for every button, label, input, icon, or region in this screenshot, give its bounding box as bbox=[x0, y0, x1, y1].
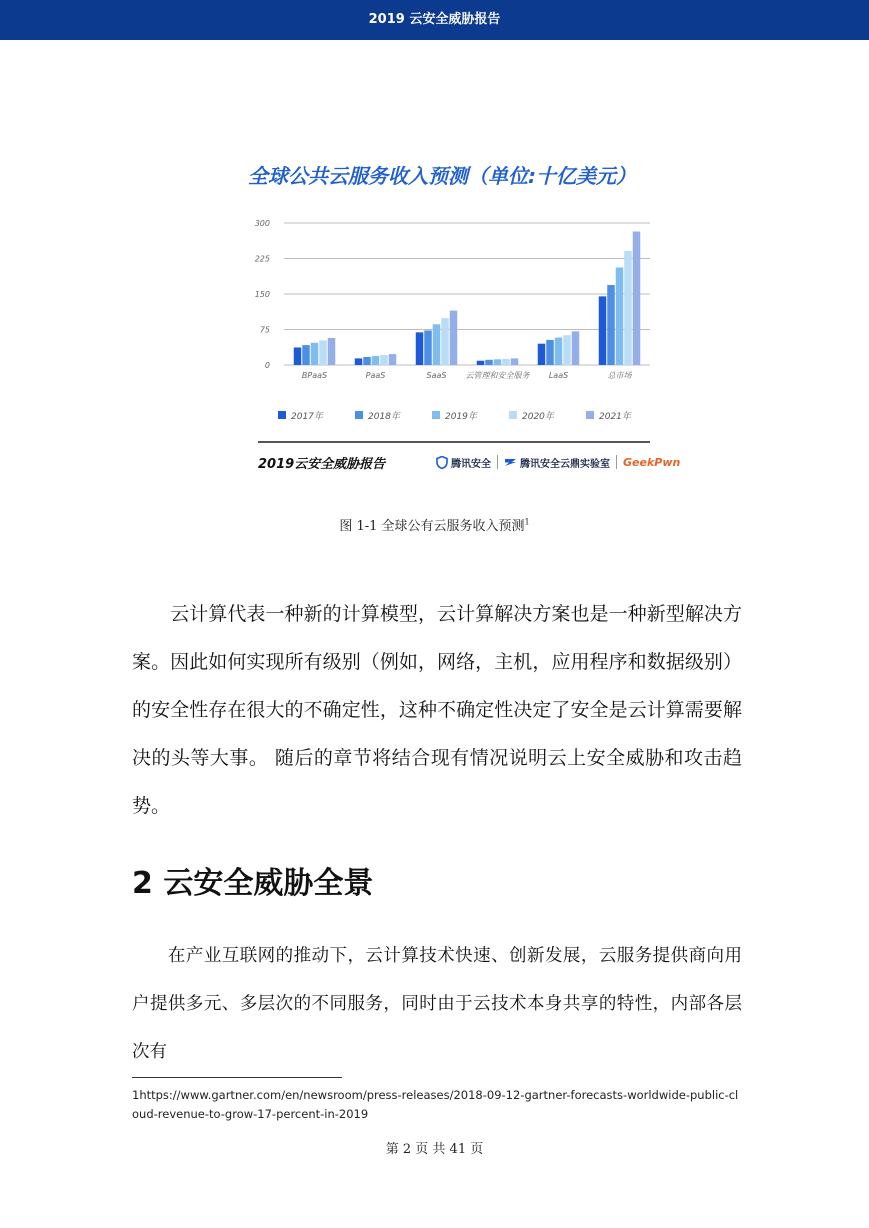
shield-icon bbox=[436, 456, 448, 469]
body-paragraph-2: 在产业互联网的推动下，云计算技术快速、创新发展，云服务提供商向用户提供多元、多层次的不同服务，同时由于云技术本身共享的特性，内部各层次有 bbox=[132, 946, 742, 1062]
bar bbox=[424, 330, 432, 365]
bar bbox=[441, 318, 449, 365]
legend-label: 2018年 bbox=[368, 412, 400, 422]
brand-separator bbox=[497, 455, 498, 469]
y-tick-label: 225 bbox=[254, 254, 270, 264]
legend-label: 2017年 bbox=[291, 412, 323, 422]
bar bbox=[433, 324, 441, 365]
legend-swatch bbox=[355, 411, 363, 419]
chart-footer-title: 2019云安全威胁报告 bbox=[258, 457, 386, 472]
bar bbox=[416, 332, 424, 365]
bar bbox=[494, 359, 502, 365]
body-paragraph-1: 云计算代表一种新的计算模型，云计算解决方案也是一种新型解决方案。因此如何实现所有级别（例如，网络，主机，应用程序和数据级别）的安全性存在很大的不确定性，这种不确定性决定了安全是云计算需要解决的头等大事。 随后的章节将结合现有情况说明云上安全威胁和攻击趋势。 bbox=[132, 603, 742, 817]
bar bbox=[502, 359, 510, 365]
bar bbox=[572, 331, 580, 365]
footnote: 1https://www.gartner.com/en/newsroom/press-releases/2018-09-12-gartner-forecasts-worldwide-public-cloud-revenue-to-grow-17-percent-in-2019 bbox=[132, 1088, 739, 1121]
brand-separator bbox=[616, 455, 617, 469]
brand1-label: 腾讯安全 bbox=[451, 458, 491, 470]
y-tick-label: 300 bbox=[254, 219, 270, 228]
bar bbox=[555, 338, 563, 365]
chart-bars bbox=[294, 232, 641, 365]
chart-gridlines bbox=[284, 223, 650, 365]
bar bbox=[538, 344, 546, 365]
bar bbox=[599, 296, 607, 365]
bar bbox=[319, 340, 327, 365]
legend-swatch bbox=[432, 411, 440, 419]
section-heading: 2 云安全威胁全景 bbox=[132, 866, 374, 901]
y-tick-label: 0 bbox=[264, 361, 270, 370]
legend-swatch bbox=[586, 411, 594, 419]
x-tick-label: BPaaS bbox=[301, 371, 328, 380]
brand-logos bbox=[436, 452, 680, 472]
legend-label: 2021年 bbox=[599, 412, 631, 422]
chart-y-ticks bbox=[255, 219, 270, 370]
bar bbox=[389, 354, 397, 365]
x-tick-label: 云管理和安全服务 bbox=[465, 371, 530, 380]
y-tick-label: 75 bbox=[259, 325, 270, 335]
y-tick-label: 150 bbox=[254, 290, 270, 299]
bar bbox=[355, 358, 363, 365]
bar bbox=[328, 338, 336, 365]
bar bbox=[616, 267, 624, 365]
bar bbox=[477, 361, 485, 365]
header-title: 2019 云安全威胁报告 bbox=[368, 12, 501, 27]
brand3-label: GeekPwn bbox=[623, 455, 681, 469]
figure-caption bbox=[0, 515, 869, 534]
cloud-lab-icon bbox=[504, 456, 517, 468]
legend-label: 2020年 bbox=[522, 412, 554, 422]
chart-legend bbox=[278, 411, 632, 422]
bar bbox=[311, 343, 319, 365]
brand2-label: 腾讯安全云鼎实验室 bbox=[520, 458, 610, 470]
figure-caption-text: 图 1-1 全球公有云服务收入预测 bbox=[339, 519, 525, 534]
bar bbox=[363, 357, 371, 365]
footnote-ref: 1 bbox=[524, 517, 530, 527]
page-number: 第 2 页 共 41 页 bbox=[385, 1142, 484, 1157]
legend-label: 2019年 bbox=[445, 412, 477, 422]
x-tick-label: 总市场 bbox=[607, 371, 632, 380]
bar bbox=[450, 311, 458, 365]
legend-swatch bbox=[509, 411, 517, 419]
geekpwn-logo bbox=[623, 456, 680, 469]
bar bbox=[633, 232, 641, 365]
bar bbox=[624, 251, 632, 365]
bar bbox=[546, 340, 554, 365]
chart-footer-divider bbox=[258, 441, 650, 443]
chart-x-labels bbox=[302, 371, 633, 380]
bar bbox=[372, 356, 380, 365]
page-header bbox=[0, 0, 869, 40]
bar bbox=[607, 285, 615, 365]
footnote-divider bbox=[132, 1077, 342, 1078]
chart-title: 全球公共云服务收入预测（单位:十亿美元） bbox=[248, 164, 636, 188]
bar bbox=[485, 360, 493, 365]
bar bbox=[380, 355, 388, 365]
tencent-security-logo bbox=[436, 455, 491, 470]
bar bbox=[563, 335, 571, 365]
bar bbox=[511, 358, 519, 365]
x-tick-label: SaaS bbox=[426, 371, 447, 380]
bar bbox=[294, 347, 302, 365]
x-tick-label: LaaS bbox=[548, 371, 569, 380]
bar bbox=[302, 345, 310, 365]
tencent-lab-logo bbox=[504, 455, 610, 470]
legend-swatch bbox=[278, 411, 286, 419]
x-tick-label: PaaS bbox=[365, 371, 386, 380]
bar-chart bbox=[240, 205, 660, 435]
